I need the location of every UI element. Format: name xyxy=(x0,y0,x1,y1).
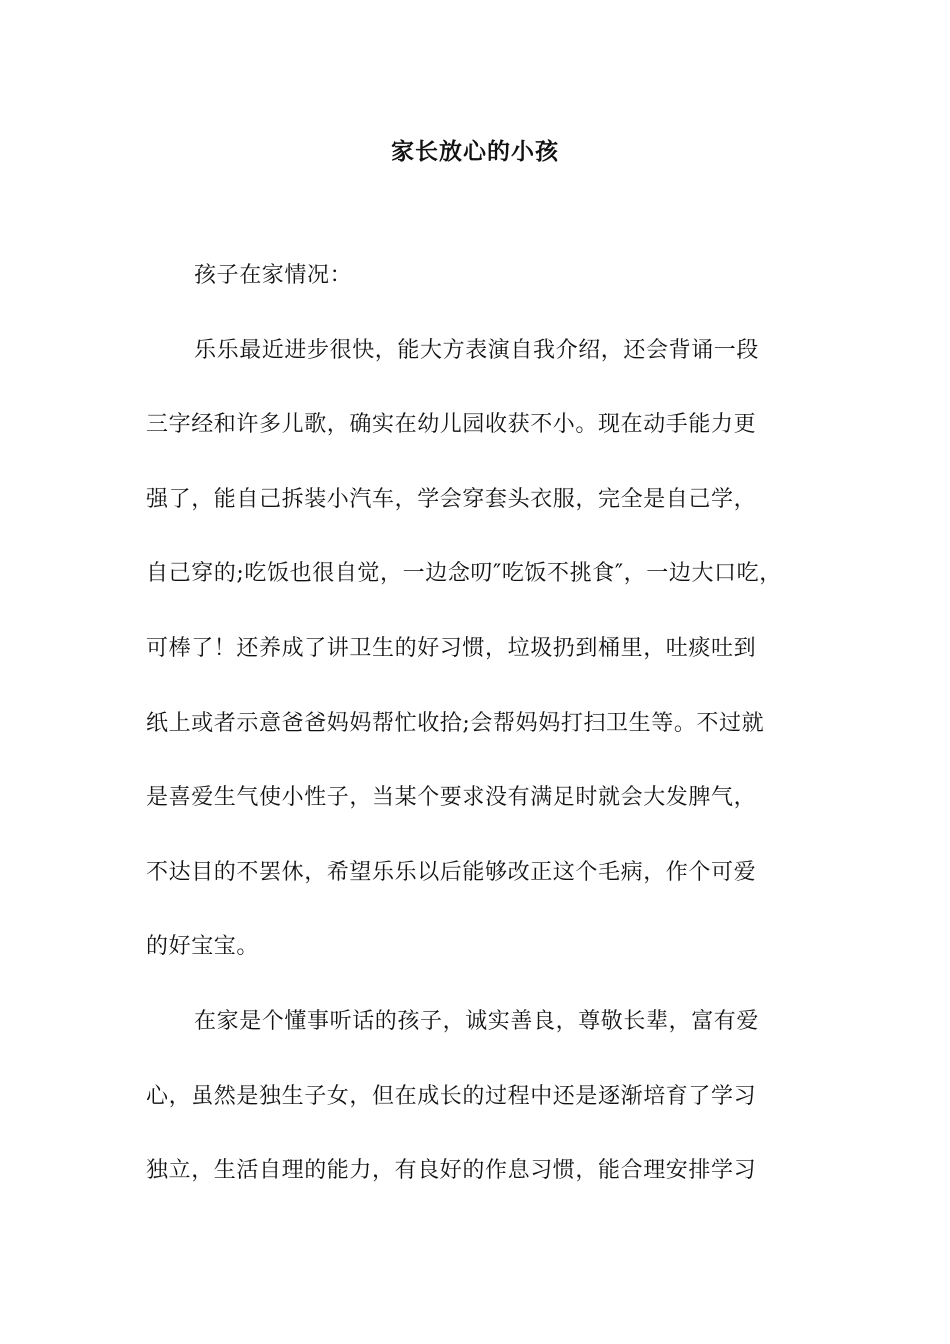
text-line: 独立，生活自理的能力，有良好的作息习惯，能合理安排学习 xyxy=(146,1158,757,1183)
text-line: 自己穿的;吃饭也很自觉，一边念叨″吃饭不挑食″，一边大口吃， xyxy=(146,561,782,586)
paragraph-heading: 孩子在家情况： xyxy=(194,263,353,288)
text-line: 在家是个懂事听话的孩子，诚实善良，尊敬长辈，富有爱 xyxy=(194,1009,760,1034)
text-line: 强了，能自己拆装小汽车，学会穿套头衣服，完全是自己学， xyxy=(146,487,757,512)
document-title: 家长放心的小孩 xyxy=(391,138,559,165)
text-line: 是喜爱生气使小性子，当某个要求没有满足时就会大发脾气， xyxy=(146,785,757,810)
text-line: 不达目的不罢休，希望乐乐以后能够改正这个毛病，作个可爱 xyxy=(146,860,757,885)
text-line: 纸上或者示意爸爸妈妈帮忙收拾;会帮妈妈打扫卫生等。不过就 xyxy=(146,711,765,736)
text-line: 心，虽然是独生子女，但在成长的过程中还是逐渐培育了学习 xyxy=(146,1084,757,1109)
text-line: 三字经和许多儿歌，确实在幼儿园收获不小。现在动手能力更 xyxy=(146,412,757,437)
text-line: 的好宝宝。 xyxy=(146,934,260,959)
text-line: 可棒了！还养成了讲卫生的好习惯，垃圾扔到桶里，吐痰吐到 xyxy=(146,636,757,661)
text-line: 乐乐最近进步很快，能大方表演自我介绍，还会背诵一段 xyxy=(194,338,760,363)
